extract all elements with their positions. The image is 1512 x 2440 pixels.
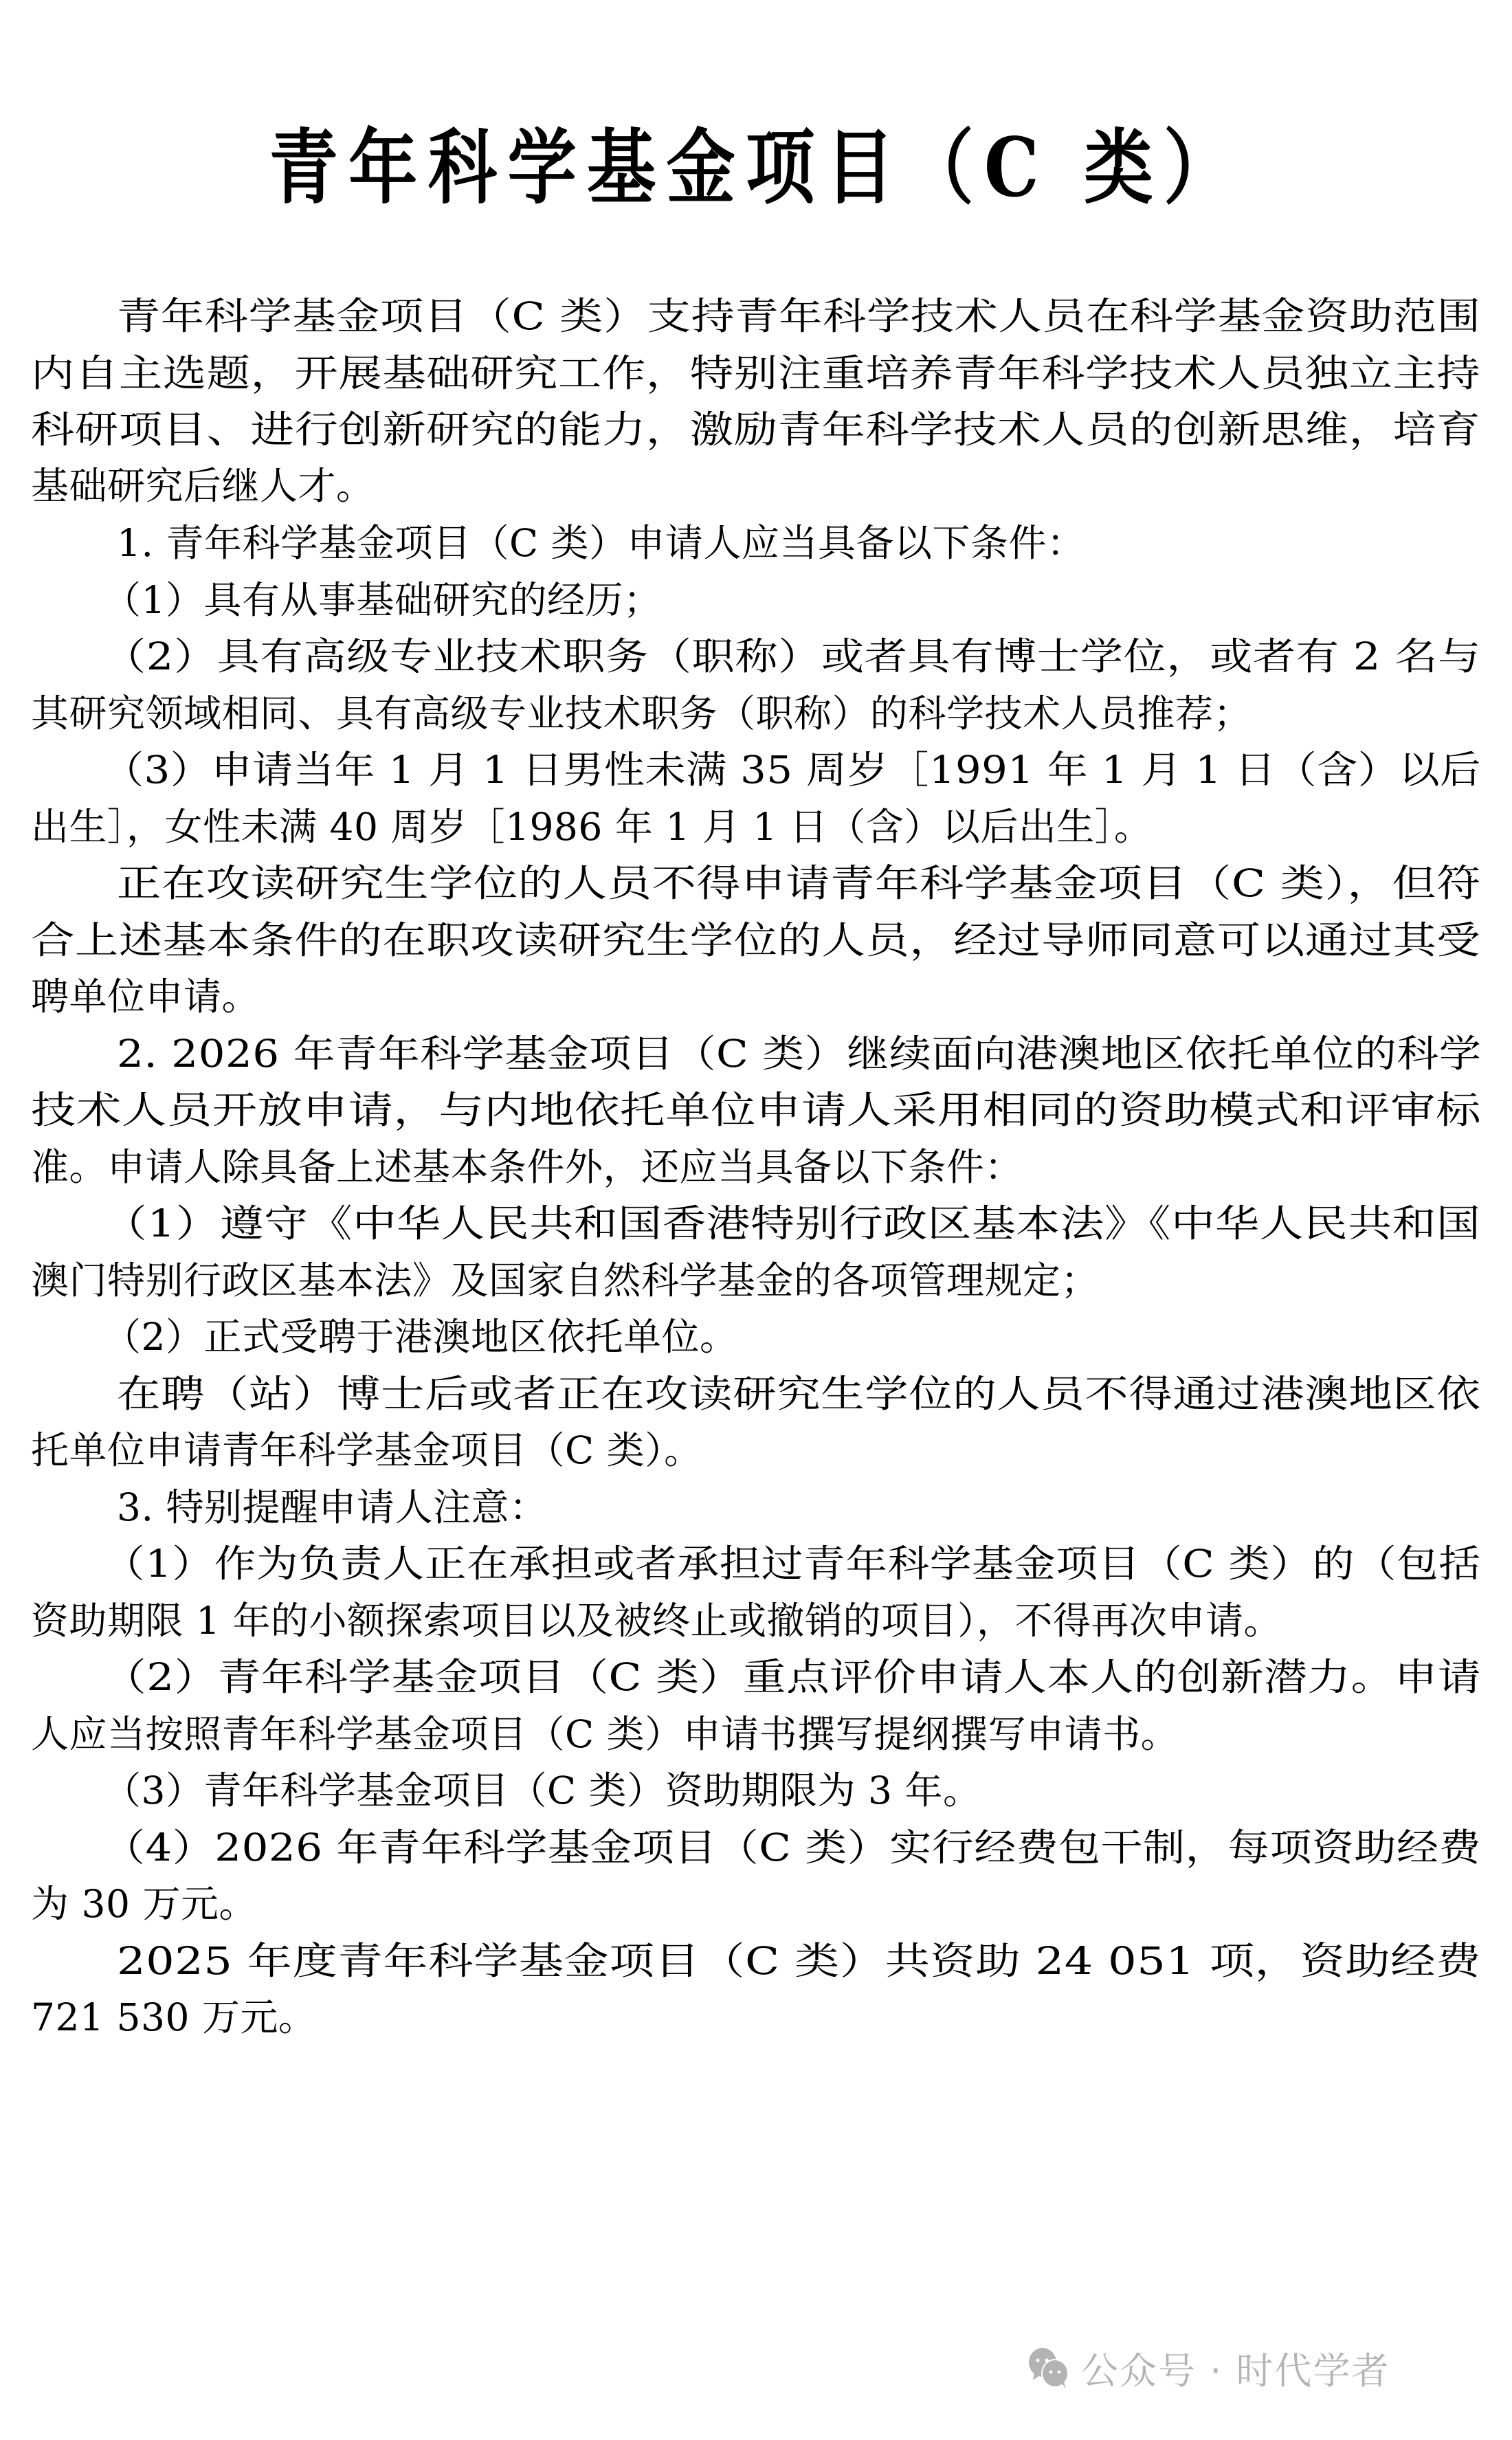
- list-item: （3）申请当年 1 月 1 日男性未满 35 周岁［1991 年 1 月 1 日（含）以后: [103, 748, 1481, 792]
- list-item: （4）2026 年青年科学基金项目（C 类）实行经费包干制，每项资助经费: [103, 1826, 1481, 1870]
- watermark-text: 公众号 · 时代学者: [1081, 2349, 1390, 2393]
- section-heading: 2. 2026 年青年科学基金项目（C 类）继续面向港澳地区依托单位的科学: [117, 1032, 1482, 1076]
- list-item: （2）正式受聘于港澳地区依托单位。: [103, 1315, 738, 1359]
- text-line: 正在攻读研究生学位的人员不得申请青年科学基金项目（C 类），但符: [117, 861, 1482, 905]
- text-line: 澳门特别行政区基本法》及国家自然科学基金的各项管理规定；: [31, 1258, 1100, 1302]
- text-line: 721 530 万元。: [31, 1995, 317, 2039]
- text-line: 聘单位申请。: [31, 975, 260, 1019]
- text-line: 2025 年度青年科学基金项目（C 类）共资助 24 051 项，资助经费: [117, 1939, 1481, 1983]
- text-line: 科研项目、进行创新研究的能力，激励青年科学技术人员的创新思维，培育: [31, 408, 1481, 452]
- text-line: 青年科学基金项目（C 类）支持青年科学技术人员在科学基金资助范围: [117, 294, 1481, 338]
- text-line: 在聘（站）博士后或者正在攻读研究生学位的人员不得通过港澳地区依: [117, 1372, 1481, 1416]
- text-line: 为 30 万元。: [31, 1882, 257, 1926]
- text-line: 出生］，女性未满 40 周岁［1986 年 1 月 1 日（含）以后出生］。: [31, 805, 1153, 849]
- list-item: （2）青年科学基金项目（C 类）重点评价申请人本人的创新潜力。申请: [103, 1655, 1482, 1699]
- section-heading: 1. 青年科学基金项目（C 类）申请人应当具备以下条件：: [117, 521, 1085, 565]
- list-item: （1）遵守《中华人民共和国香港特别行政区基本法》《中华人民共和国: [103, 1201, 1481, 1245]
- list-item: （1）作为负责人正在承担或者承担过青年科学基金项目（C 类）的（包括: [103, 1542, 1481, 1586]
- wechat-icon: [1027, 2346, 1070, 2390]
- section-heading: 3. 特别提醒申请人注意：: [117, 1485, 548, 1529]
- list-item: （2）具有高级专业技术职务（职称）或者具有博士学位，或者有 2 名与: [103, 634, 1481, 678]
- text-line: 技术人员开放申请，与内地依托单位申请人采用相同的资助模式和评审标: [31, 1088, 1482, 1132]
- text-line: 其研究领域相同、具有高级专业技术职务（职称）的科学技术人员推荐；: [31, 691, 1252, 735]
- text-line: 内自主选题，开展基础研究工作，特别注重培养青年科学技术人员独立主持: [31, 351, 1481, 395]
- text-line: 准。申请人除具备上述基本条件外，还应当具备以下条件：: [31, 1145, 1023, 1189]
- page-title: 青年科学基金项目（C 类）: [269, 120, 1243, 216]
- watermark: [1027, 2340, 1390, 2395]
- list-item: （1）具有从事基础研究的经历；: [103, 578, 662, 622]
- text-line: 托单位申请青年科学基金项目（C 类）。: [31, 1428, 702, 1472]
- text-line: 资助期限 1 年的小额探索项目以及被终止或撤销的项目），不得再次申请。: [31, 1599, 1282, 1643]
- text-line: 人应当按照青年科学基金项目（C 类）申请书撰写提纲撰写申请书。: [31, 1712, 1179, 1756]
- text-line: 基础研究后继人才。: [31, 464, 375, 508]
- list-item: （3）青年科学基金项目（C 类）资助期限为 3 年。: [103, 1768, 981, 1812]
- text-line: 合上述基本条件的在职攻读研究生学位的人员，经过导师同意可以通过其受: [31, 918, 1481, 962]
